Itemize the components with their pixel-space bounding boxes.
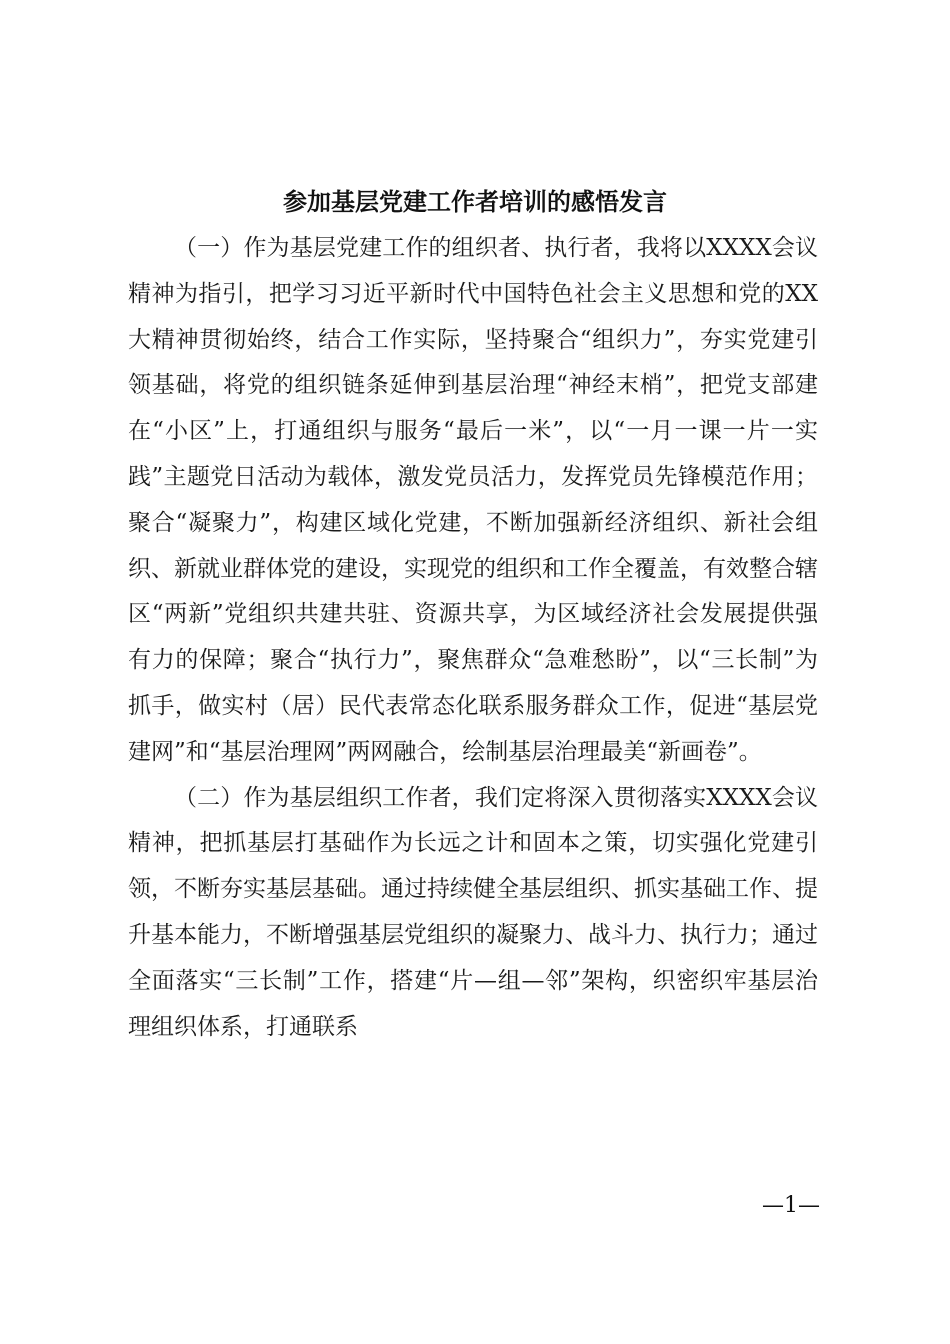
document-body — [128, 226, 818, 1050]
paragraph-2: （二）作为基层组织工作者，我们定将深入贯彻落实XXXX会议精神，把抓基层打基础作为长远之计和固本之策，切实强化党建引领，不断夯实基层基础。通过持续健全基层组织、抓实基础工作、提升基本能力，不断增强基层党组织的凝聚力、战斗力、执行力；通过全面落实“三长制”工作，搭建“片—组—邻”架构，织密织牢基层治理组织体系，打通联系 — [128, 784, 818, 1040]
paragraph-1: （一）作为基层党建工作的组织者、执行者，我将以XXXX会议精神为指引，把学习习近平新时代中国特色社会主义思想和党的XX大精神贯彻始终，结合工作实际，坚持聚合“组织力”，夯实党建引领基础，将党的组织链条延伸到基层治理“神经末梢”，把党支部建在“小区”上，打通组织与服务“最后一米”，以“一月一课一片一实践”主题党日活动为载体，激发党员活力，发挥党员先锋模范作用；聚合“凝聚力”，构建区域化党建，不断加强新经济组织、新社会组织、新就业群体党的建设，实现党的组织和工作全覆盖，有效整合辖区“两新”党组织共建共驻、资源共享，为区域经济社会发展提供强有力的保障；聚合“执行力”，聚焦群众“急难愁盼”，以“三长制”为抓手，做实村（居）民代表常态化联系服务群众工作，促进“基层党建网”和“基层治理网”两网融合，绘制基层治理最美“新画卷”。 — [128, 235, 818, 765]
document-title: 参加基层党建工作者培训的感悟发言 — [283, 187, 667, 216]
page-number: —1— — [762, 1193, 820, 1218]
